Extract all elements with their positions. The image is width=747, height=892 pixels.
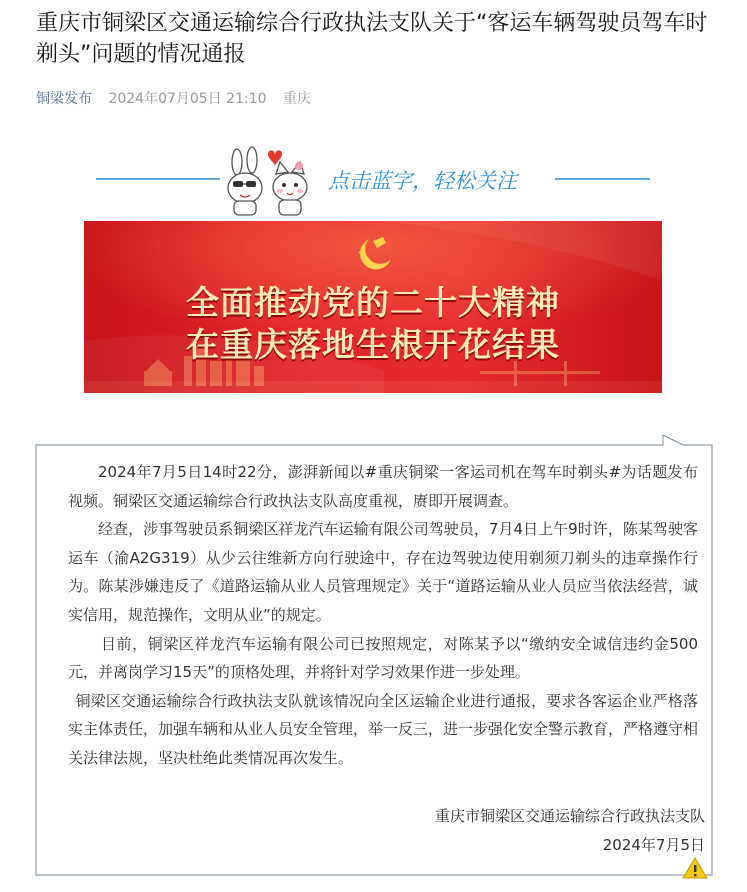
poster-line-2: 在重庆落地生根开花结果 <box>186 325 560 364</box>
party-poster <box>84 221 662 393</box>
follow-banner[interactable] <box>0 140 747 222</box>
paragraph-4: 铜梁区交通运输综合行政执法支队就该情况向全区运输企业进行通报，要求各客运企业严格落实主体责任，加强车辆和从业人员安全管理，举一反三，进一步强化安全警示教育，严格遵守相关法律法规，坚决杜绝此类情况再次发生。 <box>68 691 699 767</box>
bunny-mascot-icon <box>228 147 262 215</box>
paragraph-3: 目前，铜梁区祥龙汽车运输有限公司已按照规定，对陈某予以“缴纳安全诚信违约金500元，并离岗学习15天”的顶格处理，并将针对学习效果作进一步处理。 <box>68 634 698 682</box>
signature-block <box>435 802 705 860</box>
signature-date: 2024年7月5日 <box>602 836 705 854</box>
article-meta <box>36 88 311 108</box>
signature-org: 重庆市铜梁区交通运输综合行政执法支队 <box>434 807 705 825</box>
paragraph-2: 经查，涉事驾驶员系铜梁区祥龙汽车运输有限公司驾驶员，7月4日上午9时许，陈某驾驶客运车（渝A2G319）从少云往维新方向行驶途中，存在边驾驶边使用剃须刀剃头的违章操作行为。陈某涉嫌违反了《道路运输从业人员管理规定》关于“道路运输从业人员应当依法经营，诚实信用，规范操作，文明从业”的规定。 <box>68 520 698 624</box>
kitten-mascot-icon <box>273 162 307 215</box>
poster-line-1: 全面推动党的二十大精神 <box>186 283 560 322</box>
warning-icon <box>683 858 707 878</box>
follow-banner-graphic <box>0 140 747 222</box>
publish-location: 重庆 <box>282 91 311 107</box>
follow-text: 点击蓝字，轻松关注 <box>328 169 517 193</box>
publish-date: 2024年07月05日 21:10 <box>108 91 267 107</box>
paragraph-1: 2024年7月5日14时22分，澎湃新闻以#重庆铜梁一客运司机在驾车时剃头#为话题发布视频。铜梁区交通运输综合行政执法支队高度重视，赓即开展调查。 <box>68 463 698 510</box>
article-title: 重庆市铜梁区交通运输综合行政执法支队关于“客运车辆驾驶员驾车时剃头”问题的情况通报 <box>36 11 708 67</box>
notice-body <box>68 458 698 773</box>
author-link[interactable]: 铜梁发布 <box>36 91 92 107</box>
